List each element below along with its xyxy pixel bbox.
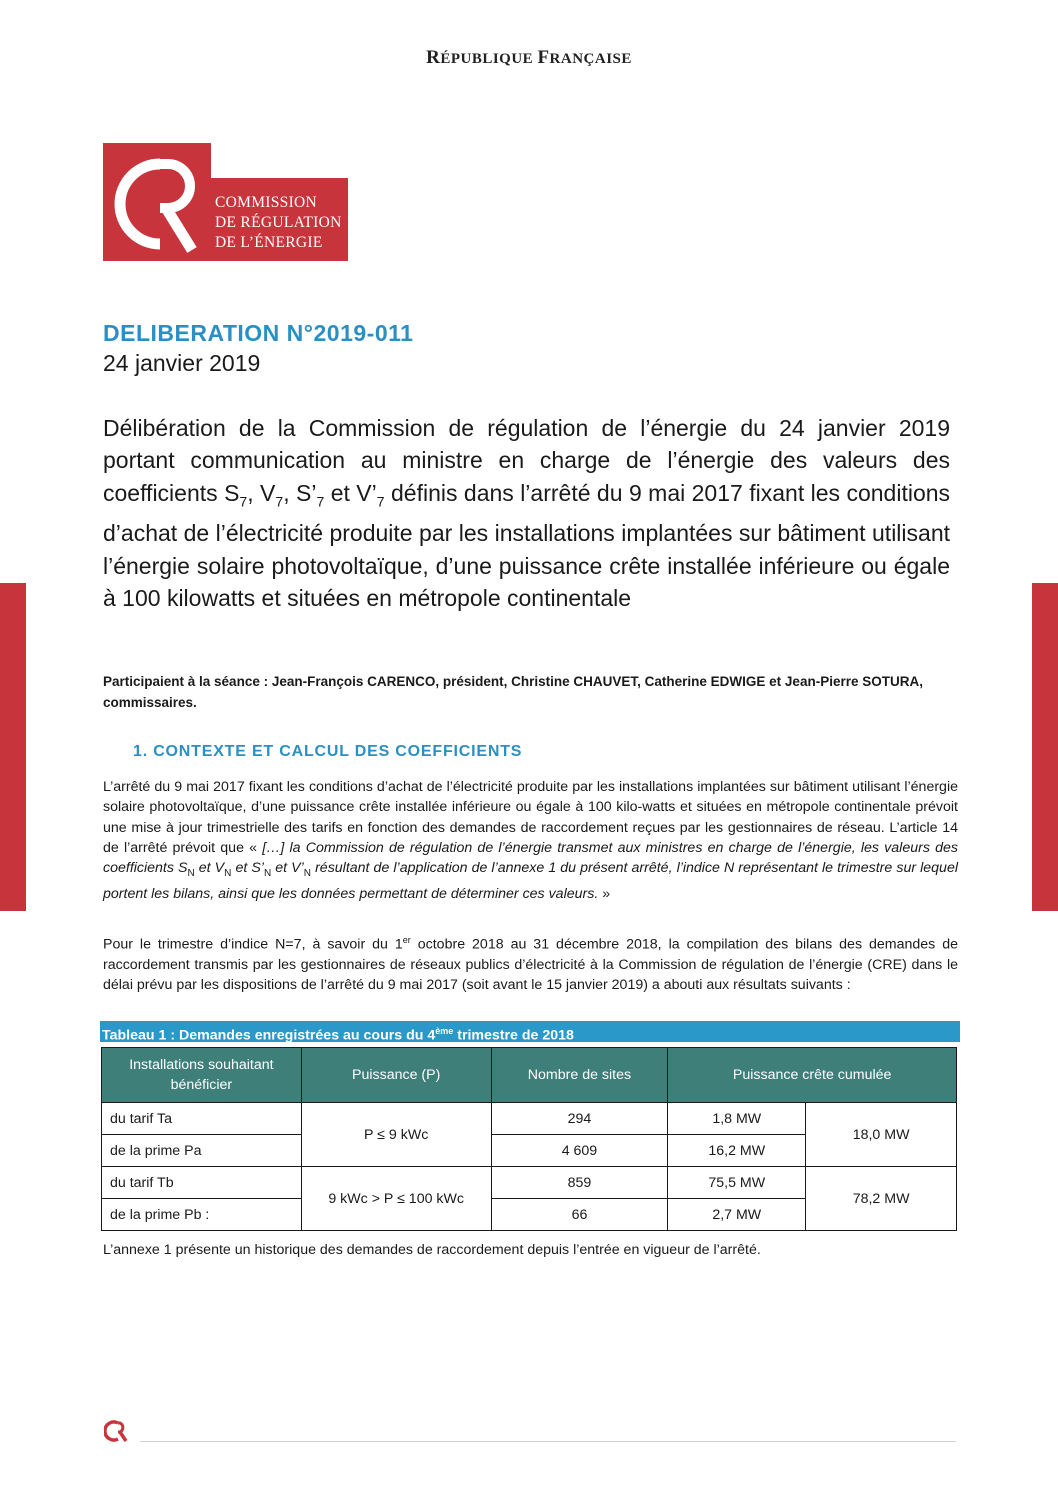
header-puissance-cumulee: Puissance crête cumulée [668,1048,957,1103]
deliberation-number: DELIBERATION N°2019-011 [103,320,414,346]
row-label: du tarif Tb [102,1167,302,1199]
header-puissance: Puissance (P) [301,1048,491,1103]
section-1-title: 1. CONTEXTE ET CALCUL DES COEFFICIENTS [133,743,523,760]
header-republique-rest: ÉPUBLIQUE [440,51,538,67]
footer-divider [140,1441,956,1442]
row-mw: 75,5 MW [668,1167,806,1199]
paragraph-2 [103,930,958,996]
cre-r-icon [108,150,208,255]
para1-sub-1: N [187,868,195,880]
header-nombre-sites: Nombre de sites [491,1048,668,1103]
total-group-2: 78,2 MW [806,1167,957,1231]
caption-sup: ème [435,1026,454,1036]
row-sites: 859 [491,1167,668,1199]
header-r: R [426,47,441,68]
republique-francaise-header [0,47,1058,69]
table-caption [100,1021,960,1042]
title-sub-3: 7 [316,493,325,510]
title-sub-2: 7 [275,493,284,510]
title-part-b: , V [247,479,276,506]
row-label: de la prime Pb : [102,1199,302,1231]
header-francaise-rest: RANÇAISE [549,51,632,67]
para1-italic-d: et V’ [271,860,304,877]
paragraph-1 [103,777,958,905]
logo-line-2: DE RÉGULATION [215,214,342,231]
para2-text-b: octobre 2018 au 31 décembre 2018, la compilation des bilans des demandes de raccordement transmis par les gestionnaires de réseaux publics d’électricité à la Commission de régulation de l’énergie (CRE) dans le délai prévu par les dispositions de l’arrêté du 9 mai 2017 (soit avant le 15 janvier 2019) a abouti aux résultats suivants : [103,936,959,994]
title-sub-4: 7 [376,493,385,510]
power-group-1: P ≤ 9 kWc [301,1103,491,1167]
participants: Participaient à la séance : Jean-François CARENCO, président, Christine CHAUVET, Catherine EDWIGE et Jean-Pierre SOTURA, commissaires. [103,674,923,710]
power-group-2: 9 kWc > P ≤ 100 kWc [301,1167,491,1231]
logo-text [215,193,350,253]
table-header-row [102,1048,957,1103]
para1-sub-4: N [303,868,312,880]
deliberation-title [103,412,950,614]
para1-text-b: » [598,886,611,903]
para1-italic-c: et S’ [231,860,264,877]
table-row [102,1103,957,1135]
left-margin-bar [0,583,26,911]
table-row [102,1167,957,1199]
row-sites: 66 [491,1199,668,1231]
header-installations: Installations souhaitant bénéficier [102,1048,302,1103]
demandes-table [101,1047,957,1231]
para1-italic-b: et V [194,860,225,877]
row-mw: 16,2 MW [668,1135,806,1167]
title-part-e: définis dans l’arrêté du 9 mai 2017 fixant les conditions d’achat de l’électricité produite par les installations implantées sur bâtiment utilisant l’énergie solaire photovoltaïque, d’une puissance crête installée inférieure ou égale à 100 kilowatts et situées en métropole continentale [103,479,951,612]
row-label: du tarif Ta [102,1103,302,1135]
para2-sup: er [402,935,411,945]
title-part-d: et V’ [324,479,377,506]
footer-cre-icon [104,1420,130,1442]
caption-part-a: Tableau 1 : Demandes enregistrées au cours du 4 [102,1027,436,1044]
logo-line-3: DE L’ÉNERGIE [215,234,323,251]
para2-text-a: Pour le trimestre d’indice N=7, à savoir du 1 [103,936,403,953]
annexe-note: L’annexe 1 présente un historique des demandes de raccordement depuis l’entrée en vigueur de l’arrêté. [103,1242,761,1258]
para1-sub-2: N [224,868,232,880]
logo-line-1: COMMISSION [215,194,318,211]
para1-sub-3: N [263,868,272,880]
right-margin-bar [1032,583,1058,911]
deliberation-date: 24 janvier 2019 [103,350,261,376]
para1-italic-e: résultant de l’application de l’annexe 1 du présent arrêté, l’indice N représentant le trimestre sur lequel portent les bilans, ainsi que les données permettant de déterminer ces valeurs. [103,860,958,903]
row-sites: 294 [491,1103,668,1135]
row-label: de la prime Pa [102,1135,302,1167]
header-f: F [537,47,550,68]
para1-text-a: L’arrêté du 9 mai 2017 fixant les conditions d’achat de l’électricité produite par les installations implantées sur bâtiment utilisant l’énergie solaire photovoltaïque, d’une puissance crête installée inférieure ou égale à 100 kilo-watts et situées en métropole continentale prévoit une mise à jour trimestrielle des tarifs en fonction des demandes de raccordement reçues par les gestionnaires de réseau. L’article 14 de l’arrêté prévoit que « [103,779,958,856]
row-mw: 2,7 MW [668,1199,806,1231]
title-part-a: Délibération de la Commission de régulation de l’énergie du 24 janvier 2019 portant communication au ministre en charge de l’énergie des valeurs des coefficients S [103,415,950,506]
title-part-c: , S’ [283,479,317,506]
caption-part-b: trimestre de 2018 [453,1027,574,1044]
row-sites: 4 609 [491,1135,668,1167]
title-sub-1: 7 [239,493,248,510]
para1-italic-a: […] la Commission de régulation de l’énergie transmet aux ministres en charge de l’énergie, les valeurs des coefficients S [103,839,958,877]
total-group-1: 18,0 MW [806,1103,957,1167]
row-mw: 1,8 MW [668,1103,806,1135]
